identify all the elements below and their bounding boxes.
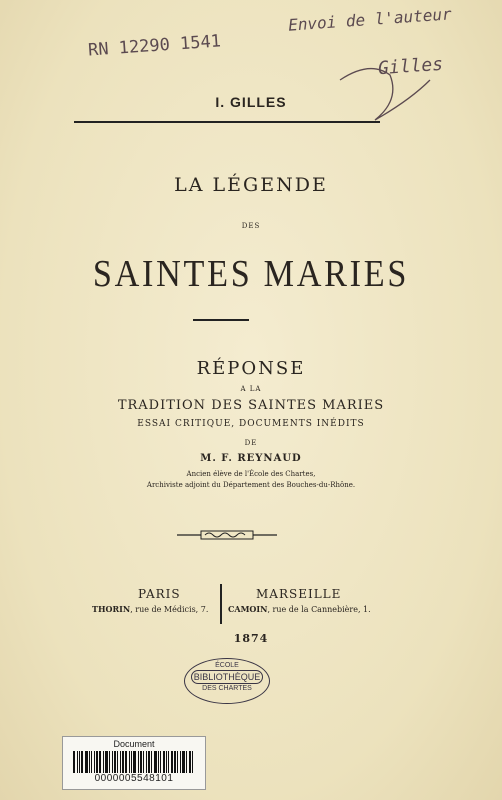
- barcode-bar: [103, 751, 104, 773]
- barcode-bar: [89, 751, 90, 773]
- barcode-bar: [81, 751, 83, 773]
- publisher-left-name: THORIN: [92, 604, 131, 614]
- barcode-bar: [160, 751, 161, 773]
- barcode-bar: [151, 751, 152, 773]
- publication-year: 1874: [233, 632, 269, 645]
- response-subtitle: TRADITION DES SAINTES MARIES: [117, 398, 385, 413]
- barcode-bar: [117, 751, 118, 773]
- barcode-bar: [154, 751, 157, 773]
- stamp-top-text: ÉCOLE: [215, 662, 239, 669]
- barcode-bar: [133, 751, 136, 773]
- publisher-left-address: , rue de Médicis, 7.: [130, 605, 209, 614]
- barcode-bar: [122, 751, 124, 773]
- barcode-bar: [85, 751, 88, 773]
- barcode-bar: [109, 751, 110, 773]
- title-rule: [193, 319, 249, 321]
- signature-handwriting: Gilles: [377, 53, 444, 80]
- response-heading: RÉPONSE: [196, 358, 306, 379]
- barcode-bar: [112, 751, 113, 773]
- barcode-bar: [91, 751, 92, 773]
- publisher-right-line: [228, 604, 371, 614]
- publisher-right-name: CAMOIN: [228, 604, 268, 614]
- barcode-bar: [129, 751, 130, 773]
- publisher-left-city: PARIS: [138, 587, 181, 601]
- barcode-bar: [189, 751, 191, 773]
- barcode-bar: [125, 751, 127, 773]
- title-line-2: SAINTES MARIES: [92, 253, 410, 295]
- publisher-right-address: , rue de la Cannebière, 1.: [267, 605, 371, 614]
- publisher-separator: [220, 584, 222, 624]
- barcode-bar: [120, 751, 121, 773]
- barcode-label: [62, 736, 206, 790]
- response-role-2: Archiviste adjoint du Département des Bouches-du-Rhône.: [146, 481, 356, 489]
- response-by: DE: [244, 439, 258, 447]
- barcode-bar: [140, 751, 142, 773]
- barcode-bars: [73, 751, 195, 773]
- author-rule: [74, 121, 380, 123]
- barcode-bar: [96, 751, 98, 773]
- barcode-bar: [77, 751, 78, 773]
- barcode-bar: [79, 751, 80, 773]
- barcode-bar: [114, 751, 116, 773]
- publisher-left-line: [92, 604, 208, 614]
- barcode-bar: [143, 751, 144, 773]
- response-connector: A LA: [240, 385, 262, 393]
- author-name: I. GILLES: [215, 94, 287, 110]
- barcode-bar: [163, 751, 165, 773]
- barcode-bar: [174, 751, 176, 773]
- barcode-bar: [168, 751, 169, 773]
- title-line-1: LA LÉGENDE: [174, 174, 328, 196]
- ornament-divider: [177, 529, 277, 541]
- barcode-bar: [186, 751, 187, 773]
- publisher-right-city: MARSEILLE: [256, 587, 342, 601]
- stamp-bottom-text: DES CHARTES: [202, 685, 252, 692]
- barcode-bar: [166, 751, 167, 773]
- response-name: M. F. REYNAUD: [200, 453, 302, 464]
- title-connector: DES: [241, 222, 261, 230]
- barcode-bar: [180, 751, 181, 773]
- barcode-bar: [138, 751, 139, 773]
- barcode-bar: [73, 751, 75, 773]
- dedication-handwriting: Envoi de l'auteur: [287, 4, 453, 35]
- response-subtitle-2: ESSAI CRITIQUE, DOCUMENTS INÉDITS: [137, 419, 365, 429]
- barcode-bar: [94, 751, 95, 773]
- barcode-title: Document: [113, 739, 155, 749]
- stamp-middle-text: BIBLIOTHÈQUE: [191, 670, 263, 684]
- barcode-bar: [146, 751, 147, 773]
- barcode-bar: [131, 751, 132, 773]
- barcode-bar: [158, 751, 159, 773]
- barcode-bar: [148, 751, 150, 773]
- response-role-1: Ancien élève de l'École des Chartes,: [186, 470, 316, 478]
- barcode-bar: [99, 751, 101, 773]
- barcode-bar: [171, 751, 173, 773]
- barcode-bar: [105, 751, 108, 773]
- barcode-bar: [182, 751, 185, 773]
- shelfmark-handwriting: RN 12290 1541: [87, 31, 222, 61]
- barcode-number: 0000005548101: [94, 773, 174, 784]
- barcode-bar: [192, 751, 193, 773]
- barcode-bar: [177, 751, 178, 773]
- library-stamp: [184, 658, 270, 704]
